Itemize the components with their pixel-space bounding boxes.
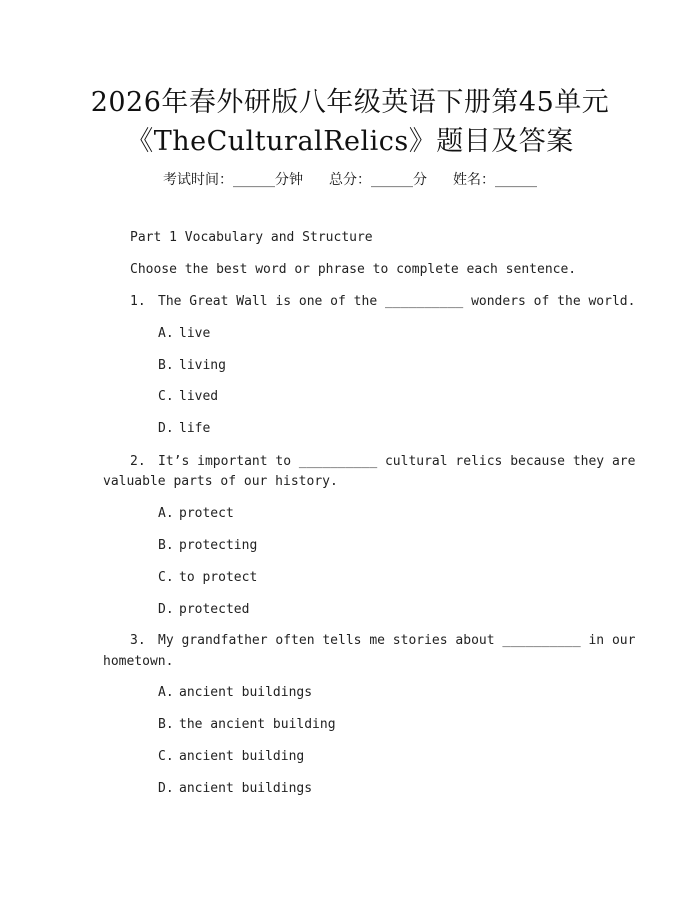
exam-time: 考试时间：______分钟: [163, 172, 303, 188]
question-3-continued: hometown.: [103, 654, 174, 669]
question-text: It’s important to __________ cultural relics because they are: [158, 454, 636, 469]
option-letter: A.: [158, 685, 174, 700]
option-text: ancient building: [179, 749, 305, 764]
option-letter: A.: [158, 326, 174, 341]
option-2b[interactable]: [158, 538, 257, 553]
option-letter: B.: [158, 717, 174, 732]
option-2a[interactable]: [158, 506, 234, 521]
option-3b[interactable]: [158, 717, 336, 732]
option-1c[interactable]: [158, 389, 218, 404]
option-3c[interactable]: [158, 749, 304, 764]
option-letter: D.: [158, 781, 174, 796]
question-1: [130, 294, 635, 309]
option-text: protect: [179, 506, 234, 521]
option-text: ancient buildings: [179, 781, 313, 796]
option-letter: B.: [158, 358, 174, 373]
option-text: living: [179, 358, 226, 373]
option-text: protected: [179, 602, 250, 617]
question-2: [130, 454, 635, 469]
question-text: The Great Wall is one of the __________ wonders of the world.: [158, 294, 636, 309]
option-letter: A.: [158, 506, 174, 521]
option-text: life: [179, 421, 211, 436]
option-letter: C.: [158, 389, 174, 404]
option-letter: D.: [158, 602, 174, 617]
question-2-continued: valuable parts of our history.: [103, 474, 338, 489]
option-text: protecting: [179, 538, 258, 553]
option-text: to protect: [179, 570, 258, 585]
page-title-line-2: 《TheCulturalRelics》题目及答案: [126, 126, 574, 157]
option-text: live: [179, 326, 211, 341]
option-3d[interactable]: [158, 781, 312, 796]
exam-score: 总分：______分: [329, 172, 427, 188]
option-3a[interactable]: [158, 685, 312, 700]
option-1d[interactable]: [158, 421, 210, 436]
exam-meta: [0, 169, 700, 189]
option-text: ancient buildings: [179, 685, 313, 700]
student-name: 姓名：______: [453, 172, 537, 188]
option-text: the ancient building: [179, 717, 336, 732]
instructions: Choose the best word or phrase to complete each sentence.: [130, 262, 577, 277]
part-heading: Part 1 Vocabulary and Structure: [130, 230, 373, 245]
option-2d[interactable]: [158, 602, 249, 617]
option-text: lived: [179, 389, 219, 404]
option-letter: B.: [158, 538, 174, 553]
question-number: 2.: [130, 454, 146, 469]
option-1a[interactable]: [158, 326, 210, 341]
page-title-line-1: 2026年春外研版八年级英语下册第45单元: [90, 87, 610, 118]
option-letter: C.: [158, 749, 174, 764]
option-1b[interactable]: [158, 358, 226, 373]
option-letter: C.: [158, 570, 174, 585]
question-3: [130, 633, 635, 648]
question-text: My grandfather often tells me stories about __________ in our: [158, 633, 636, 648]
option-letter: D.: [158, 421, 174, 436]
question-number: 3.: [130, 633, 146, 648]
question-number: 1.: [130, 294, 146, 309]
option-2c[interactable]: [158, 570, 257, 585]
